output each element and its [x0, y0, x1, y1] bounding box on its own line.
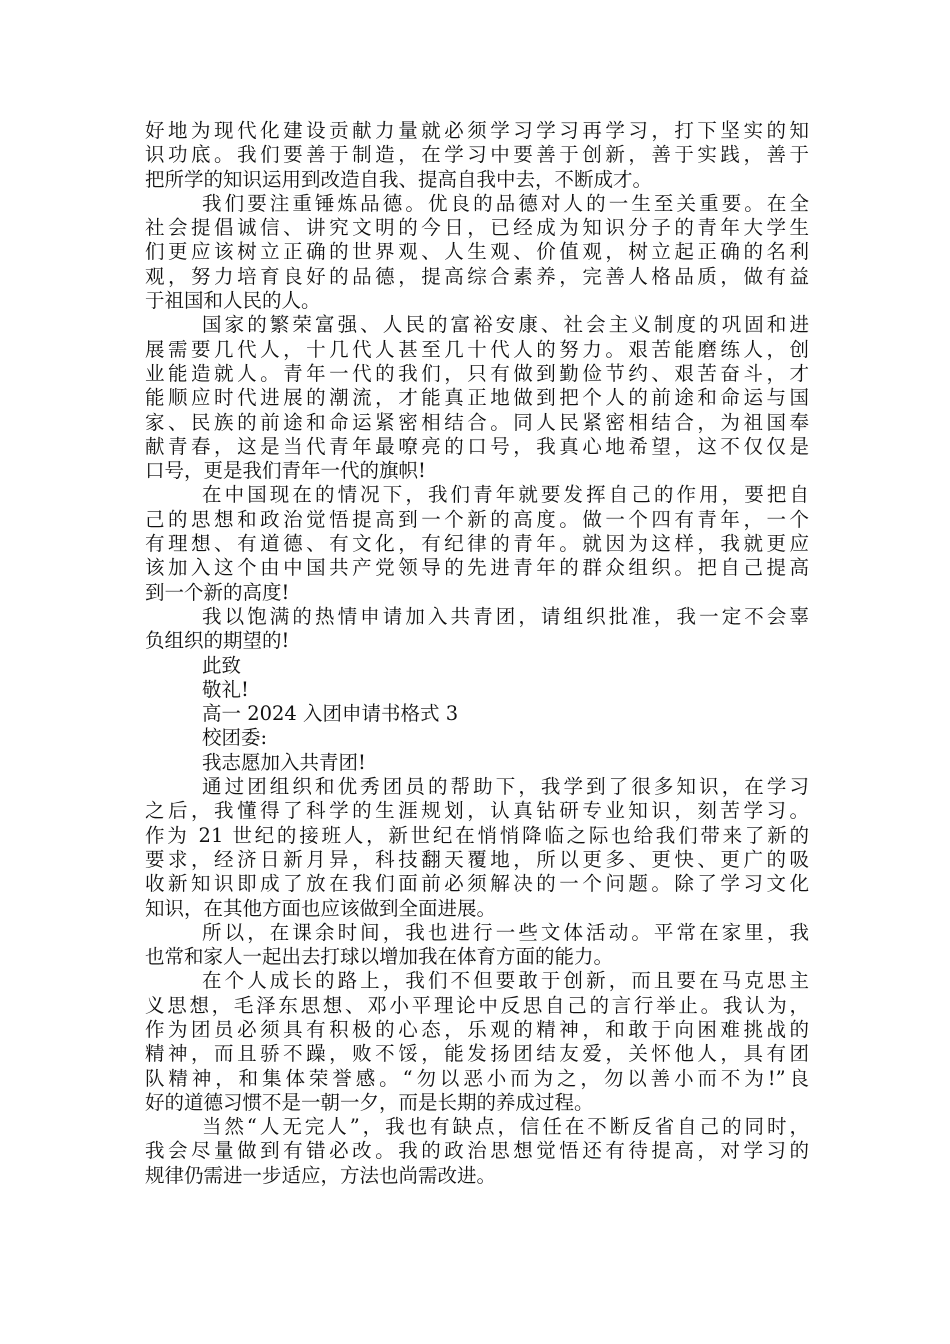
text-line: 口号，更是我们青年一代的旗帜!: [145, 459, 426, 483]
text-line: 收新知识即成了放在我们面前必须解决的一个问题。除了学习文化: [145, 872, 809, 896]
text-line: 队精神，和集体荣誉感。“勿以恶小而为之，勿以善小而不为!”良: [145, 1066, 809, 1090]
text-line: 校团委:: [202, 726, 268, 750]
text-line: 到一个新的高度!: [145, 580, 290, 604]
text-line: 之后，我懂得了科学的生涯规划，认真钻研专业知识，刻苦学习。: [145, 799, 809, 823]
text-line: 作为团员必须具有积极的心态，乐观的精神，和敢于向困难挑战的: [145, 1017, 809, 1041]
text-line: 规律仍需进一步适应，方法也尚需改进。: [145, 1163, 497, 1187]
text-line: 们更应该树立正确的世界观、人生观、价值观，树立起正确的名利: [145, 240, 809, 264]
text-line: 作为 21 世纪的接班人，新世纪在悄悄降临之际也给我们带来了新的: [145, 823, 809, 847]
text-line: 社会提倡诚信、讲究文明的今日，已经成为知识分子的青年大学生: [145, 216, 809, 240]
text-line: 所以，在课余时间，我也进行一些文体活动。平常在家里，我: [202, 920, 809, 944]
text-line: 家、民族的前途和命运紧密相结合。同人民紧密相结合，为祖国奉: [145, 410, 809, 434]
text-line: 精神，而且骄不躁，败不馁，能发扬团结友爱，关怀他人，具有团: [145, 1042, 809, 1066]
text-line: 该加入这个由中国共产党领导的先进青年的群众组织。把自己提高: [145, 556, 809, 580]
text-line: 此致: [202, 653, 242, 677]
text-line: 知识，在其他方面也应该做到全面进展。: [145, 896, 497, 920]
text-line: 当然“人无完人”，我也有缺点，信任在不断反省自己的同时，: [202, 1115, 809, 1139]
text-line: 业能造就人。青年一代的我们，只有做到勤俭节约、艰苦奋斗，才: [145, 361, 809, 385]
text-line: 义思想，毛泽东思想、邓小平理论中反思自己的言行举止。我认为，: [145, 993, 809, 1017]
text-line: 把所学的知识运用到改造自我、提高自我中去，不断成才。: [145, 167, 653, 191]
text-line: 高一 2024 入团申请书格式 3: [202, 702, 459, 726]
text-line: 好地为现代化建设贡献力量就必须学习学习再学习，打下坚实的知: [145, 119, 809, 142]
text-line: 我们要注重锤炼品德。优良的品德对人的一生至关重要。在全: [202, 191, 809, 215]
text-line: 识功底。我们要善于制造，在学习中要善于创新，善于实践，善于: [145, 143, 809, 167]
text-line: 我会尽量做到有错必改。我的政治思想觉悟还有待提高，对学习的: [145, 1139, 809, 1163]
text-line: 好的道德习惯不是一朝一夕，而是长期的养成过程。: [145, 1090, 594, 1114]
text-line: 在中国现在的情况下，我们青年就要发挥自己的作用，要把自: [202, 483, 809, 507]
text-line: 献青春，这是当代青年最嘹亮的口号，我真心地希望，这不仅仅是: [145, 434, 809, 458]
text-line: 国家的繁荣富强、人民的富裕安康、社会主义制度的巩固和进: [202, 313, 809, 337]
text-line: 我志愿加入共青团!: [202, 750, 366, 774]
text-line: 己的思想和政治觉悟提高到一个新的高度。做一个四有青年，一个: [145, 507, 809, 531]
text-line: 也常和家人一起出去打球以增加我在体育方面的能力。: [145, 945, 614, 969]
text-line: 于祖国和人民的人。: [145, 289, 321, 313]
text-line: 我以饱满的热情申请加入共青团，请组织批准，我一定不会辜: [202, 604, 809, 628]
text-line: 展需要几代人，十几代人甚至几十代人的努力。艰苦能磨练人，创: [145, 337, 809, 361]
text-line: 观，努力培育良好的品德，提高综合素养，完善人格品质，做有益: [145, 264, 809, 288]
text-line: 负组织的期望的!: [145, 629, 290, 653]
text-line: 在个人成长的路上，我们不但要敢于创新，而且要在马克思主: [202, 969, 809, 993]
text-line: 敬礼!: [202, 677, 249, 701]
document-body: [145, 119, 809, 1188]
text-line: 通过团组织和优秀团员的帮助下，我学到了很多知识，在学习: [202, 775, 809, 799]
text-line: 能顺应时代进展的潮流，才能真正地做到把个人的前途和命运与国: [145, 386, 809, 410]
text-line: 要求，经济日新月异，科技翻天覆地，所以更多、更快、更广的吸: [145, 847, 809, 871]
text-line: 有理想、有道德、有文化，有纪律的青年。就因为这样，我就更应: [145, 532, 809, 556]
